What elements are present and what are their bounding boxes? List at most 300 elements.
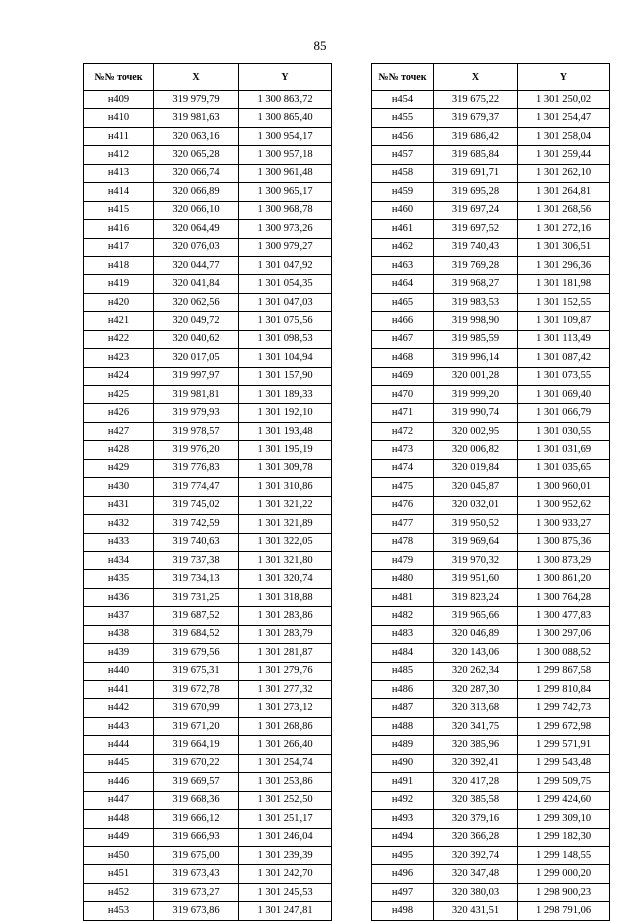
table-row	[372, 902, 610, 920]
y-coordinate-cell: 1 301 242,70	[239, 865, 332, 883]
point-number-cell: н419	[84, 275, 154, 293]
y-coordinate-cell: 1 301 193,48	[239, 422, 332, 440]
y-coordinate-cell: 1 300 973,26	[239, 220, 332, 238]
y-coordinate-cell: 1 301 239,39	[239, 846, 332, 864]
y-coordinate-cell: 1 301 279,76	[239, 662, 332, 680]
x-coordinate-cell: 320 045,87	[434, 478, 518, 496]
x-coordinate-cell: 319 981,63	[154, 109, 239, 127]
y-coordinate-cell: 1 299 148,55	[518, 846, 610, 864]
x-coordinate-cell: 320 385,96	[434, 736, 518, 754]
y-coordinate-cell: 1 299 509,75	[518, 773, 610, 791]
x-coordinate-cell: 319 671,20	[154, 717, 239, 735]
y-coordinate-cell: 1 301 268,86	[239, 717, 332, 735]
table-row	[84, 404, 332, 422]
x-coordinate-cell: 319 742,59	[154, 515, 239, 533]
x-coordinate-cell: 319 745,02	[154, 496, 239, 514]
x-coordinate-cell: 319 776,83	[154, 459, 239, 477]
header-y: Y	[239, 64, 332, 91]
x-coordinate-cell: 319 740,63	[154, 533, 239, 551]
table-row	[372, 91, 610, 109]
y-coordinate-cell: 1 300 961,48	[239, 164, 332, 182]
x-coordinate-cell: 319 965,66	[434, 607, 518, 625]
table-row	[84, 865, 332, 883]
table-row	[84, 238, 332, 256]
point-number-cell: н438	[84, 625, 154, 643]
point-number-cell: н487	[372, 699, 434, 717]
table-row	[84, 220, 332, 238]
point-number-cell: н426	[84, 404, 154, 422]
x-coordinate-cell: 320 417,28	[434, 773, 518, 791]
point-number-cell: н464	[372, 275, 434, 293]
x-coordinate-cell: 319 979,79	[154, 91, 239, 109]
x-coordinate-cell: 319 675,22	[434, 91, 518, 109]
y-coordinate-cell: 1 300 965,17	[239, 183, 332, 201]
point-number-cell: н472	[372, 422, 434, 440]
y-coordinate-cell: 1 300 297,06	[518, 625, 610, 643]
y-coordinate-cell: 1 300 875,36	[518, 533, 610, 551]
y-coordinate-cell: 1 301 054,35	[239, 275, 332, 293]
y-coordinate-cell: 1 301 320,74	[239, 570, 332, 588]
x-coordinate-cell: 320 002,95	[434, 422, 518, 440]
y-coordinate-cell: 1 301 098,53	[239, 330, 332, 348]
point-number-cell: н432	[84, 515, 154, 533]
x-coordinate-cell: 319 999,20	[434, 386, 518, 404]
point-number-cell: н478	[372, 533, 434, 551]
table-row	[372, 570, 610, 588]
point-number-cell: н447	[84, 791, 154, 809]
x-coordinate-cell: 319 679,37	[434, 109, 518, 127]
table-row	[372, 127, 610, 145]
table-row	[372, 588, 610, 606]
y-coordinate-cell: 1 301 281,87	[239, 644, 332, 662]
y-coordinate-cell: 1 299 000,20	[518, 865, 610, 883]
x-coordinate-cell: 320 380,03	[434, 883, 518, 901]
header-point-number: №№ точек	[84, 64, 154, 91]
point-number-cell: н476	[372, 496, 434, 514]
table-row	[372, 330, 610, 348]
point-number-cell: н492	[372, 791, 434, 809]
x-coordinate-cell: 319 969,64	[434, 533, 518, 551]
y-coordinate-cell: 1 299 742,73	[518, 699, 610, 717]
point-number-cell: н455	[372, 109, 434, 127]
table-row	[372, 312, 610, 330]
point-number-cell: н454	[372, 91, 434, 109]
x-coordinate-cell: 319 734,13	[154, 570, 239, 588]
point-number-cell: н453	[84, 902, 154, 920]
y-coordinate-cell: 1 301 268,56	[518, 201, 610, 219]
x-coordinate-cell: 319 666,93	[154, 828, 239, 846]
table-row	[372, 865, 610, 883]
y-coordinate-cell: 1 301 189,33	[239, 386, 332, 404]
table-row	[372, 828, 610, 846]
point-number-cell: н423	[84, 349, 154, 367]
point-number-cell: н416	[84, 220, 154, 238]
point-number-cell: н493	[372, 810, 434, 828]
point-number-cell: н486	[372, 681, 434, 699]
y-coordinate-cell: 1 300 952,62	[518, 496, 610, 514]
x-coordinate-cell: 319 978,57	[154, 422, 239, 440]
y-coordinate-cell: 1 301 258,04	[518, 127, 610, 145]
x-coordinate-cell: 319 985,59	[434, 330, 518, 348]
x-coordinate-cell: 319 673,86	[154, 902, 239, 920]
coordinates-table-right	[371, 63, 610, 921]
table-row	[372, 717, 610, 735]
x-coordinate-cell: 319 687,52	[154, 607, 239, 625]
table-row	[84, 349, 332, 367]
header-y: Y	[518, 64, 610, 91]
table-row	[372, 256, 610, 274]
point-number-cell: н467	[372, 330, 434, 348]
point-number-cell: н498	[372, 902, 434, 920]
table-row	[84, 570, 332, 588]
table-row	[372, 404, 610, 422]
table-row	[372, 699, 610, 717]
x-coordinate-cell: 319 737,38	[154, 551, 239, 569]
point-number-cell: н474	[372, 459, 434, 477]
y-coordinate-cell: 1 298 900,23	[518, 883, 610, 901]
y-coordinate-cell: 1 301 254,47	[518, 109, 610, 127]
y-coordinate-cell: 1 301 157,90	[239, 367, 332, 385]
point-number-cell: н456	[372, 127, 434, 145]
x-coordinate-cell: 319 996,14	[434, 349, 518, 367]
y-coordinate-cell: 1 301 104,94	[239, 349, 332, 367]
point-number-cell: н469	[372, 367, 434, 385]
x-coordinate-cell: 319 997,97	[154, 367, 239, 385]
x-coordinate-cell: 320 347,48	[434, 865, 518, 883]
y-coordinate-cell: 1 299 867,58	[518, 662, 610, 680]
point-number-cell: н411	[84, 127, 154, 145]
table-row	[84, 754, 332, 772]
table-row	[372, 275, 610, 293]
y-coordinate-cell: 1 301 273,12	[239, 699, 332, 717]
y-coordinate-cell: 1 301 264,81	[518, 183, 610, 201]
table-body-right	[372, 91, 610, 921]
y-coordinate-cell: 1 301 066,79	[518, 404, 610, 422]
point-number-cell: н442	[84, 699, 154, 717]
x-coordinate-cell: 320 017,05	[154, 349, 239, 367]
table-row	[84, 201, 332, 219]
x-coordinate-cell: 320 032,01	[434, 496, 518, 514]
x-coordinate-cell: 319 697,24	[434, 201, 518, 219]
y-coordinate-cell: 1 301 047,03	[239, 293, 332, 311]
x-coordinate-cell: 319 673,27	[154, 883, 239, 901]
table-row	[84, 902, 332, 920]
y-coordinate-cell: 1 301 047,92	[239, 256, 332, 274]
y-coordinate-cell: 1 301 250,02	[518, 91, 610, 109]
y-coordinate-cell: 1 301 195,19	[239, 441, 332, 459]
x-coordinate-cell: 319 664,19	[154, 736, 239, 754]
x-coordinate-cell: 319 684,52	[154, 625, 239, 643]
table-row	[84, 662, 332, 680]
table-row	[84, 164, 332, 182]
point-number-cell: н485	[372, 662, 434, 680]
table-row	[372, 846, 610, 864]
table-row	[84, 607, 332, 625]
header-x: X	[154, 64, 239, 91]
y-coordinate-cell: 1 301 306,51	[518, 238, 610, 256]
x-coordinate-cell: 319 666,12	[154, 810, 239, 828]
table-row	[84, 846, 332, 864]
y-coordinate-cell: 1 301 277,32	[239, 681, 332, 699]
x-coordinate-cell: 320 076,03	[154, 238, 239, 256]
table-row	[372, 754, 610, 772]
x-coordinate-cell: 320 066,74	[154, 164, 239, 182]
table-row	[84, 459, 332, 477]
y-coordinate-cell: 1 300 933,27	[518, 515, 610, 533]
table-row	[372, 183, 610, 201]
y-coordinate-cell: 1 301 192,10	[239, 404, 332, 422]
table-row	[372, 164, 610, 182]
point-number-cell: н427	[84, 422, 154, 440]
y-coordinate-cell: 1 300 764,28	[518, 588, 610, 606]
table-row	[372, 607, 610, 625]
point-number-cell: н459	[372, 183, 434, 201]
table-row	[84, 441, 332, 459]
x-coordinate-cell: 320 392,74	[434, 846, 518, 864]
table-row	[84, 127, 332, 145]
point-number-cell: н443	[84, 717, 154, 735]
point-number-cell: н479	[372, 551, 434, 569]
point-number-cell: н444	[84, 736, 154, 754]
x-coordinate-cell: 319 686,42	[434, 127, 518, 145]
x-coordinate-cell: 319 668,36	[154, 791, 239, 809]
y-coordinate-cell: 1 299 309,10	[518, 810, 610, 828]
table-row	[372, 625, 610, 643]
point-number-cell: н440	[84, 662, 154, 680]
x-coordinate-cell: 319 740,43	[434, 238, 518, 256]
y-coordinate-cell: 1 300 979,27	[239, 238, 332, 256]
y-coordinate-cell: 1 299 182,30	[518, 828, 610, 846]
x-coordinate-cell: 320 063,16	[154, 127, 239, 145]
x-coordinate-cell: 320 049,72	[154, 312, 239, 330]
point-number-cell: н435	[84, 570, 154, 588]
table-row	[84, 109, 332, 127]
point-number-cell: н495	[372, 846, 434, 864]
table-row	[84, 496, 332, 514]
point-number-cell: н441	[84, 681, 154, 699]
point-number-cell: н433	[84, 533, 154, 551]
y-coordinate-cell: 1 301 031,69	[518, 441, 610, 459]
y-coordinate-cell: 1 301 109,87	[518, 312, 610, 330]
table-row	[84, 422, 332, 440]
point-number-cell: н428	[84, 441, 154, 459]
y-coordinate-cell: 1 301 035,65	[518, 459, 610, 477]
y-coordinate-cell: 1 299 571,91	[518, 736, 610, 754]
table-row	[84, 791, 332, 809]
y-coordinate-cell: 1 299 810,84	[518, 681, 610, 699]
point-number-cell: н439	[84, 644, 154, 662]
y-coordinate-cell: 1 301 073,55	[518, 367, 610, 385]
table-row	[84, 515, 332, 533]
point-number-cell: н466	[372, 312, 434, 330]
point-number-cell: н417	[84, 238, 154, 256]
point-number-cell: н484	[372, 644, 434, 662]
table-row	[372, 883, 610, 901]
y-coordinate-cell: 1 300 960,01	[518, 478, 610, 496]
page-number: 85	[313, 38, 327, 53]
x-coordinate-cell: 320 385,58	[434, 791, 518, 809]
point-number-cell: н413	[84, 164, 154, 182]
point-number-cell: н491	[372, 773, 434, 791]
x-coordinate-cell: 319 983,53	[434, 293, 518, 311]
y-coordinate-cell: 1 301 321,80	[239, 551, 332, 569]
y-coordinate-cell: 1 301 069,40	[518, 386, 610, 404]
table-body-left	[84, 91, 332, 921]
point-number-cell: н482	[372, 607, 434, 625]
y-coordinate-cell: 1 301 087,42	[518, 349, 610, 367]
y-coordinate-cell: 1 299 424,60	[518, 791, 610, 809]
table-row	[84, 330, 332, 348]
point-number-cell: н489	[372, 736, 434, 754]
x-coordinate-cell: 319 774,47	[154, 478, 239, 496]
table-row	[372, 662, 610, 680]
header-point-number: №№ точек	[372, 64, 434, 91]
y-coordinate-cell: 1 301 245,53	[239, 883, 332, 901]
x-coordinate-cell: 320 366,28	[434, 828, 518, 846]
x-coordinate-cell: 320 066,10	[154, 201, 239, 219]
y-coordinate-cell: 1 300 954,17	[239, 127, 332, 145]
table-row	[84, 810, 332, 828]
y-coordinate-cell: 1 300 477,83	[518, 607, 610, 625]
y-coordinate-cell: 1 298 791,06	[518, 902, 610, 920]
table-row	[372, 201, 610, 219]
x-coordinate-cell: 320 044,77	[154, 256, 239, 274]
table-row	[372, 478, 610, 496]
point-number-cell: н437	[84, 607, 154, 625]
table-row	[372, 220, 610, 238]
x-coordinate-cell: 320 379,16	[434, 810, 518, 828]
y-coordinate-cell: 1 300 088,52	[518, 644, 610, 662]
x-coordinate-cell: 319 981,81	[154, 386, 239, 404]
y-coordinate-cell: 1 301 030,55	[518, 422, 610, 440]
point-number-cell: н473	[372, 441, 434, 459]
point-number-cell: н465	[372, 293, 434, 311]
table-row	[84, 478, 332, 496]
x-coordinate-cell: 319 976,20	[154, 441, 239, 459]
point-number-cell: н461	[372, 220, 434, 238]
table-row	[84, 736, 332, 754]
point-number-cell: н448	[84, 810, 154, 828]
x-coordinate-cell: 319 695,28	[434, 183, 518, 201]
table-row	[372, 551, 610, 569]
table-row	[372, 736, 610, 754]
y-coordinate-cell: 1 300 863,72	[239, 91, 332, 109]
point-number-cell: н418	[84, 256, 154, 274]
x-coordinate-cell: 319 769,28	[434, 256, 518, 274]
x-coordinate-cell: 319 685,84	[434, 146, 518, 164]
point-number-cell: н452	[84, 883, 154, 901]
table-row	[84, 588, 332, 606]
y-coordinate-cell: 1 301 272,16	[518, 220, 610, 238]
y-coordinate-cell: 1 301 152,55	[518, 293, 610, 311]
point-number-cell: н415	[84, 201, 154, 219]
table-row	[84, 773, 332, 791]
y-coordinate-cell: 1 301 253,86	[239, 773, 332, 791]
x-coordinate-cell: 319 979,93	[154, 404, 239, 422]
x-coordinate-cell: 320 041,84	[154, 275, 239, 293]
table-row	[372, 293, 610, 311]
x-coordinate-cell: 319 951,60	[434, 570, 518, 588]
x-coordinate-cell: 320 065,28	[154, 146, 239, 164]
x-coordinate-cell: 319 691,71	[434, 164, 518, 182]
y-coordinate-cell: 1 301 259,44	[518, 146, 610, 164]
point-number-cell: н414	[84, 183, 154, 201]
table-row	[372, 146, 610, 164]
table-row	[372, 459, 610, 477]
y-coordinate-cell: 1 300 865,40	[239, 109, 332, 127]
y-coordinate-cell: 1 301 075,56	[239, 312, 332, 330]
x-coordinate-cell: 319 669,57	[154, 773, 239, 791]
y-coordinate-cell: 1 301 254,74	[239, 754, 332, 772]
table-row	[84, 91, 332, 109]
y-coordinate-cell: 1 301 266,40	[239, 736, 332, 754]
x-coordinate-cell: 320 006,82	[434, 441, 518, 459]
table-row	[372, 515, 610, 533]
x-coordinate-cell: 319 672,78	[154, 681, 239, 699]
x-coordinate-cell: 320 046,89	[434, 625, 518, 643]
x-coordinate-cell: 319 731,25	[154, 588, 239, 606]
point-number-cell: н471	[372, 404, 434, 422]
y-coordinate-cell: 1 301 322,05	[239, 533, 332, 551]
table-row	[372, 773, 610, 791]
table-row	[84, 293, 332, 311]
y-coordinate-cell: 1 299 543,48	[518, 754, 610, 772]
x-coordinate-cell: 319 673,43	[154, 865, 239, 883]
table-row	[84, 367, 332, 385]
x-coordinate-cell: 319 970,32	[434, 551, 518, 569]
y-coordinate-cell: 1 301 246,04	[239, 828, 332, 846]
point-number-cell: н490	[372, 754, 434, 772]
x-coordinate-cell: 320 019,84	[434, 459, 518, 477]
x-coordinate-cell: 320 313,68	[434, 699, 518, 717]
point-number-cell: н470	[372, 386, 434, 404]
point-number-cell: н462	[372, 238, 434, 256]
y-coordinate-cell: 1 301 309,78	[239, 459, 332, 477]
point-number-cell: н477	[372, 515, 434, 533]
point-number-cell: н434	[84, 551, 154, 569]
point-number-cell: н488	[372, 717, 434, 735]
point-number-cell: н451	[84, 865, 154, 883]
point-number-cell: н463	[372, 256, 434, 274]
table-row	[372, 109, 610, 127]
table-row	[372, 367, 610, 385]
y-coordinate-cell: 1 301 181,98	[518, 275, 610, 293]
table-row	[84, 146, 332, 164]
point-number-cell: н425	[84, 386, 154, 404]
x-coordinate-cell: 319 675,00	[154, 846, 239, 864]
table-row	[84, 533, 332, 551]
table-row	[84, 717, 332, 735]
table-row	[372, 238, 610, 256]
table-row	[372, 644, 610, 662]
header-row	[372, 64, 610, 91]
table-row	[372, 533, 610, 551]
point-number-cell: н424	[84, 367, 154, 385]
y-coordinate-cell: 1 301 262,10	[518, 164, 610, 182]
point-number-cell: н445	[84, 754, 154, 772]
point-number-cell: н421	[84, 312, 154, 330]
point-number-cell: н496	[372, 865, 434, 883]
y-coordinate-cell: 1 301 321,22	[239, 496, 332, 514]
table-row	[84, 625, 332, 643]
y-coordinate-cell: 1 301 283,86	[239, 607, 332, 625]
y-coordinate-cell: 1 301 113,49	[518, 330, 610, 348]
header-x: X	[434, 64, 518, 91]
point-number-cell: н494	[372, 828, 434, 846]
y-coordinate-cell: 1 301 321,89	[239, 515, 332, 533]
y-coordinate-cell: 1 301 283,79	[239, 625, 332, 643]
x-coordinate-cell: 319 679,56	[154, 644, 239, 662]
